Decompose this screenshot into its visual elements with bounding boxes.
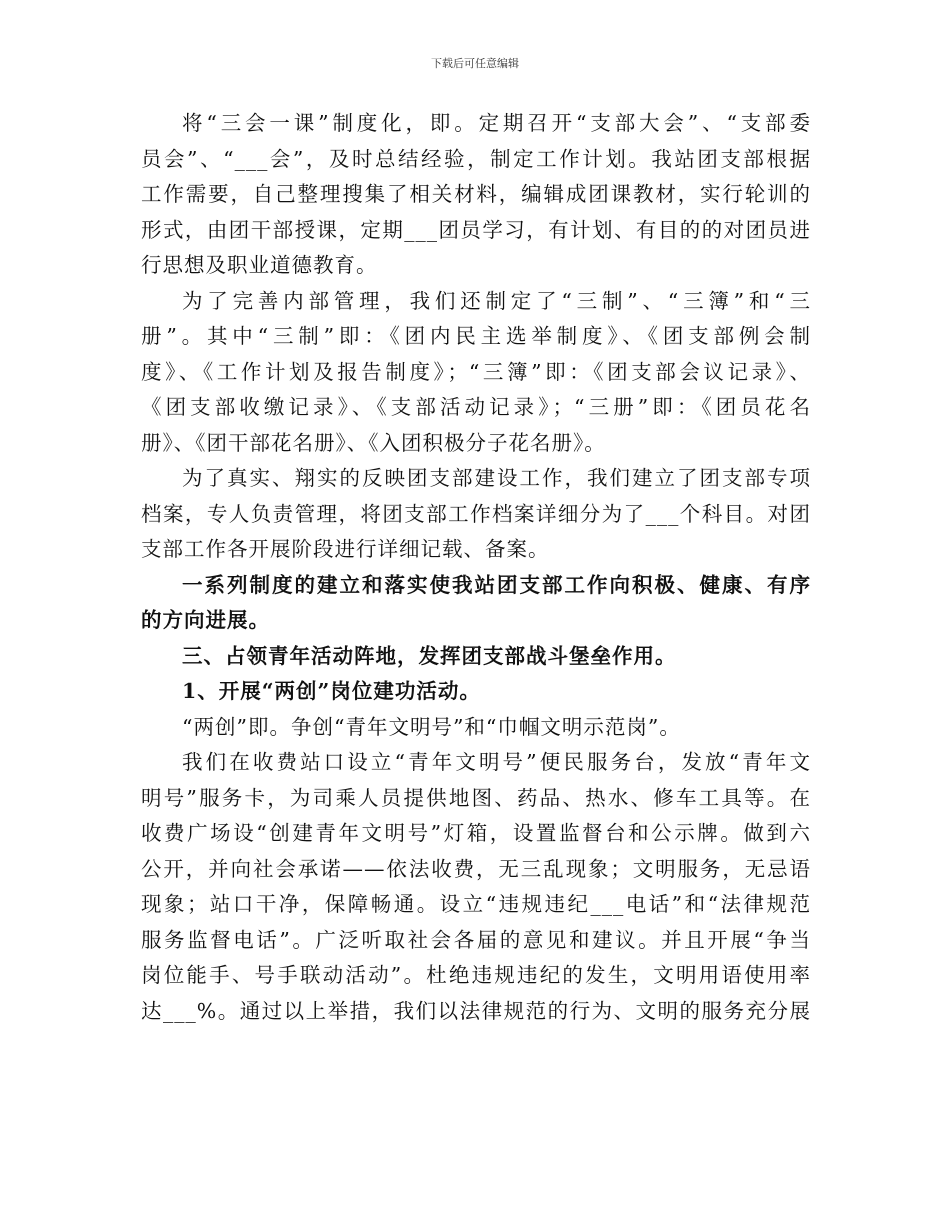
text-line: 岗位能手、号手联动活动”。杜绝违规违纪的发生，文明用语使用率 [141, 963, 811, 987]
document-body [141, 106, 811, 1029]
section-heading: 三、占领青年活动阵地，发挥团支部战斗堡垒作用。 [182, 643, 677, 668]
text-line: 行思想及职业道德教育。 [141, 253, 378, 277]
text-line: 员会”、“___会”，及时总结经验，制定工作计划。我站团支部根据 [141, 146, 811, 171]
subsection-heading: 1、开展“两创”岗位建功活动。 [182, 679, 481, 703]
text-line: 为了完善内部管理，我们还制定了“三制”、“三簿”和“三 [182, 288, 811, 313]
text-line: 公开，并向社会承诺——依法收费，无三乱现象；文明服务，无忌语 [141, 856, 811, 881]
text-line: 达___%。通过以上举措，我们以法律规范的行为、文明的服务充分展 [141, 998, 811, 1023]
text-line: 册》、《团干部花名册》、《入团积极分子花名册》。 [141, 430, 606, 455]
text-line: 支部工作各开展阶段进行详细记载、备案。 [141, 537, 550, 561]
text-line: 现象；站口干净，保障畅通。设立“违规违纪___电话”和“法律规范 [141, 892, 811, 916]
bold-text-line: 的方向进展。 [141, 608, 270, 632]
text-line: 我们在收费站口设立“青年文明号”便民服务台，发放“青年文 [182, 750, 811, 774]
text-line: 收费广场设“创建青年文明号”灯箱，设置监督台和公示牌。做到六 [141, 821, 811, 845]
text-line: 册”。其中“三制”即：《团内民主选举制度》、《团支部例会制 [141, 324, 811, 348]
text-line: 档案，专人负责管理，将团支部工作档案详细分为了___个科目。对团 [141, 501, 811, 526]
text-line: 工作需要，自己整理搜集了相关材料，编辑成团课教材，实行轮训的 [141, 182, 811, 206]
text-line: 形式，由团干部授课，定期___团员学习，有计划、有目的的对团员进 [141, 217, 811, 242]
page-header: 下载后可任意编辑 [431, 57, 519, 70]
text-line: 为了真实、翔实的反映团支部建设工作，我们建立了团支部专项 [182, 466, 811, 490]
text-line: 服务监督电话”。广泛听取社会各届的意见和建议。并且开展“争当 [141, 927, 811, 952]
text-line: 《团支部收缴记录》、《支部活动记录》；“三册”即：《团员花名 [141, 395, 811, 419]
text-line: 将“三会一课”制度化，即。定期召开“支部大会”、“支部委 [182, 111, 811, 135]
text-line: 度》、《工作计划及报告制度》；“三簿”即：《团支部会议记录》、 [141, 359, 811, 384]
text-line: 明号”服务卡，为司乘人员提供地图、药品、热水、修车工具等。在 [141, 785, 811, 810]
bold-text-line: 一系列制度的建立和落实使我站团支部工作向积极、健康、有序 [182, 572, 811, 597]
text-line: “两创”即。争创“青年文明号”和“巾帼文明示范岗”。 [182, 714, 681, 739]
